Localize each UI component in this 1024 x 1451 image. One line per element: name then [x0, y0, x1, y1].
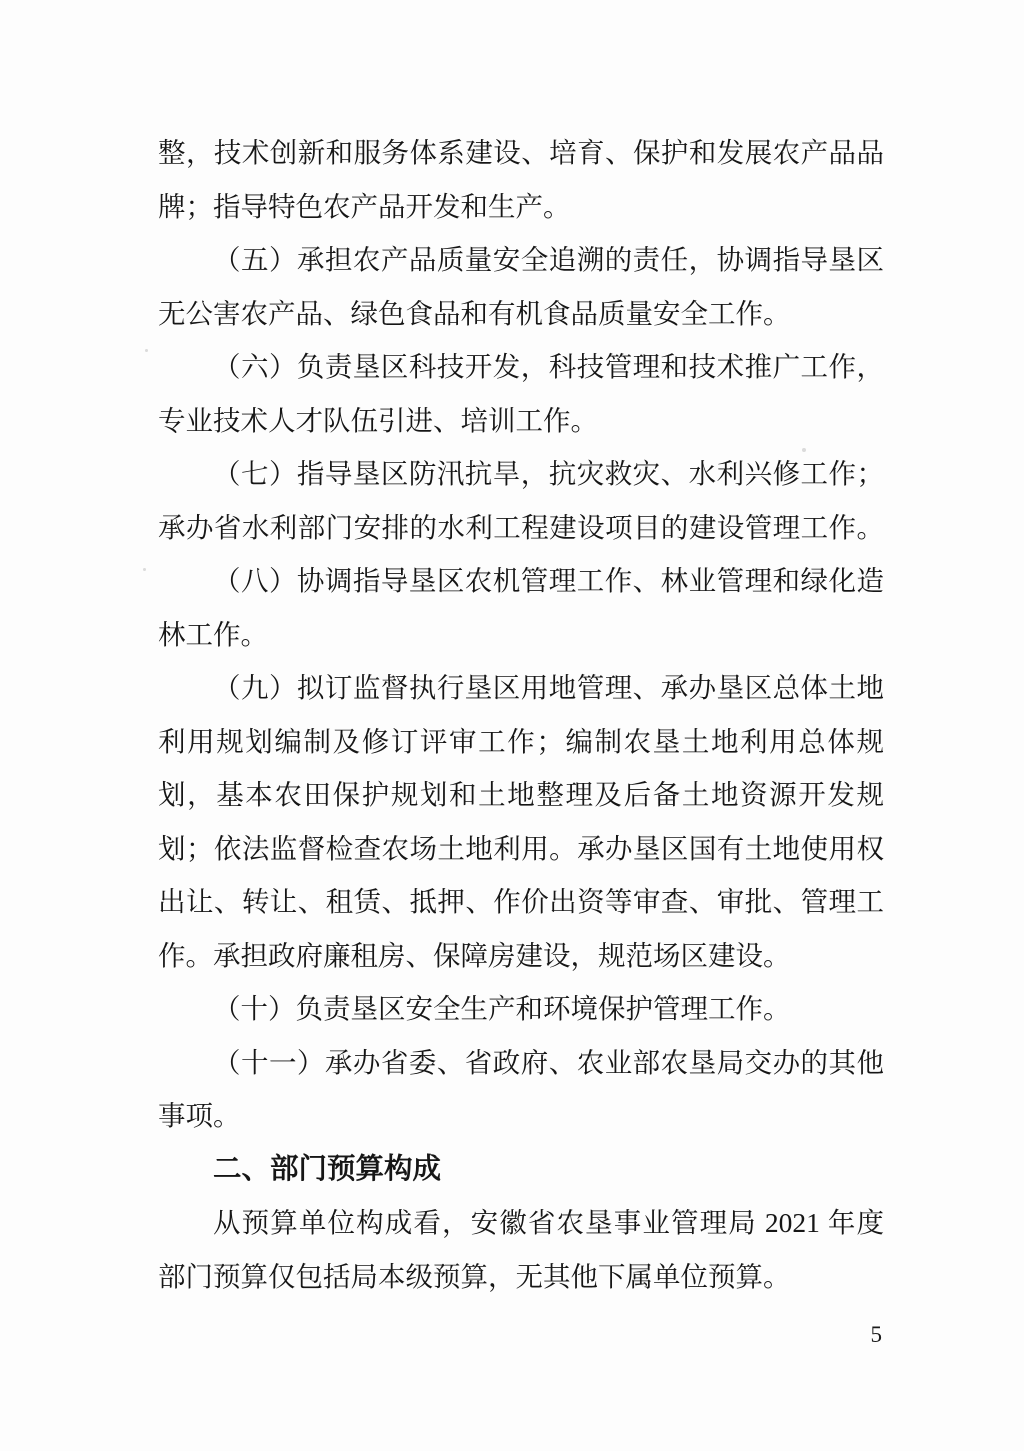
text-line: （八）协调指导垦区农机管理工作、林业管理和绿化造 [213, 565, 884, 596]
text-line: 牌；指导特色农产品开发和生产。 [158, 190, 571, 222]
text-line: （十一）承办省委、省政府、农业部农垦局交办的其他 [213, 1046, 884, 1078]
text-line: 无公害农产品、绿色食品和有机食品质量安全工作。 [158, 297, 791, 329]
text-line: 整，技术创新和服务体系建设、培育、保护和发展农产品品 [158, 137, 884, 168]
document-body [158, 126, 884, 1303]
text-line: 专业技术人才队伍引进、培训工作。 [158, 404, 598, 436]
text-line: 划，基本农田保护规划和土地整理及后备土地资源开发规 [158, 779, 884, 810]
section-heading: 二、部门预算构成 [213, 1152, 442, 1185]
scan-speck [145, 349, 148, 352]
text-line: （七）指导垦区防汛抗旱，抗灾救灾、水利兴修工作； [213, 458, 884, 489]
text-line: 作。承担政府廉租房、保障房建设，规范场区建设。 [158, 939, 791, 971]
text-line: 利用规划编制及修订评审工作；编制农垦土地利用总体规 [158, 725, 884, 757]
page-number: 5 [870, 1322, 882, 1347]
text-line: 从预算单位构成看，安徽省农垦事业管理局 2021 年度 [213, 1207, 884, 1238]
text-line: 事项。 [158, 1100, 241, 1131]
scan-speck [143, 568, 146, 571]
scan-speck [802, 448, 806, 452]
text-line: （五）承担农产品质量安全追溯的责任，协调指导垦区 [213, 244, 884, 275]
text-line: 承办省水利部门安排的水利工程建设项目的建设管理工作。 [158, 511, 884, 543]
text-line: 划；依法监督检查农场土地利用。承办垦区国有土地使用权 [158, 832, 884, 864]
text-line: （九）拟订监督执行垦区用地管理、承办垦区总体土地 [213, 672, 884, 703]
text-line: 林工作。 [158, 618, 268, 650]
text-line: 出让、转让、租赁、抵押、作价出资等审查、审批、管理工 [158, 886, 884, 917]
text-line: （十）负责垦区安全生产和环境保护管理工作。 [213, 993, 791, 1024]
text-line: （六）负责垦区科技开发，科技管理和技术推广工作， [213, 351, 884, 382]
text-line: 部门预算仅包括局本级预算，无其他下属单位预算。 [158, 1260, 791, 1292]
